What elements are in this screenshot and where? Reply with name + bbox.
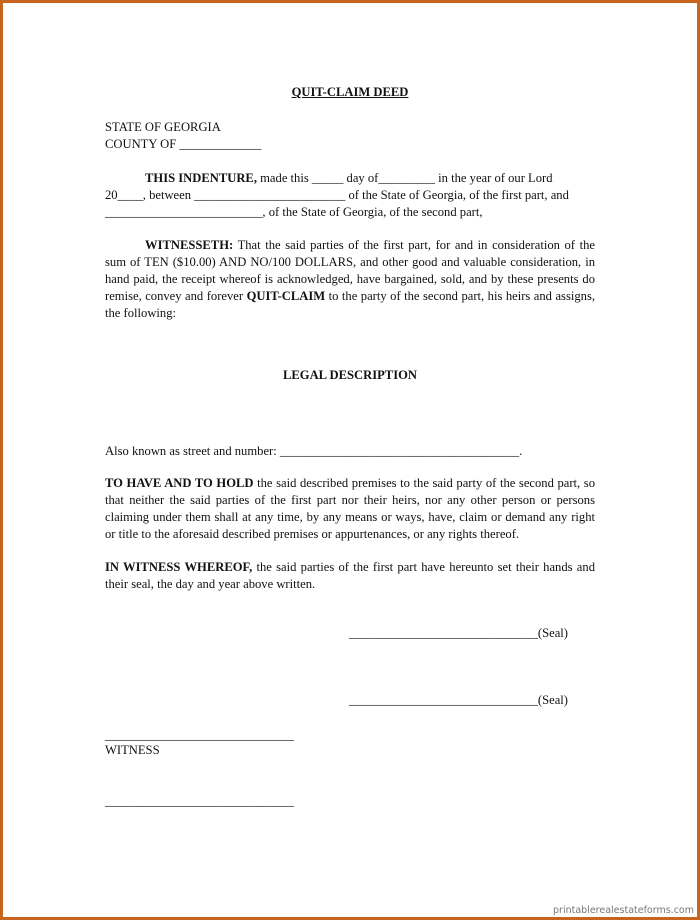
witness-label: WITNESS	[105, 743, 160, 757]
legal-description-heading: LEGAL DESCRIPTION	[282, 368, 418, 382]
seal-signature-line-2: ______________________________(Seal)	[349, 693, 568, 707]
habendum-lead: TO HAVE AND TO HOLD	[105, 476, 254, 490]
habendum-text: the said described premises to the said party of the second part, so that neither the said parties of the first part nor their heirs, nor any other person or persons claiming under them shall at any time, by any means or ways, have, claim or demand any right or title to the aforesaid described premises or appurtenances, or any rights thereof.	[105, 476, 595, 541]
witnesseth-text-1: That the said parties of the first part, for and in consideration of the sum of TEN ($10.00) AND NO/100 DOLLARS, and other good and valuable consideration, in hand paid, the receipt whereof is acknowledged, have bargained, sold, and by these presents do remise, convey and forever	[105, 238, 595, 303]
indenture-line-2: 20____, between ________________________ of the State of Georgia, of the first part, and	[105, 188, 569, 202]
witnesseth-paragraph	[105, 237, 595, 322]
witnesseth-lead: WITNESSETH:	[145, 238, 234, 252]
quit-claim-bold: QUIT-CLAIM	[246, 289, 326, 303]
seal-signature-line-1: ______________________________(Seal)	[349, 626, 568, 640]
witness-whereof-paragraph	[105, 559, 595, 593]
indenture-line-1-text: made this _____ day of_________ in the year of our Lord	[256, 171, 553, 185]
indenture-line-1	[145, 170, 553, 187]
habendum-paragraph	[105, 475, 595, 543]
witness-whereof-text: the said parties of the first part have hereunto set their hands and their seal, the day and year above written.	[105, 560, 595, 591]
document-title: QUIT-CLAIM DEED	[291, 85, 409, 99]
county-line: COUNTY OF _____________	[105, 137, 262, 151]
indenture-line-3: _________________________, of the State of Georgia, of the second part,	[105, 205, 483, 219]
bottom-signature-line: ______________________________	[105, 794, 294, 808]
witnesseth-text-2: to the party of the second part, his heirs and assigns, the following:	[105, 289, 595, 320]
street-number-line: Also known as street and number: ______________________________________.	[105, 444, 523, 458]
witness-signature-line: ______________________________	[105, 728, 294, 742]
indenture-lead: THIS INDENTURE,	[145, 171, 257, 185]
state-line: STATE OF GEORGIA	[105, 120, 221, 134]
witness-whereof-lead: IN WITNESS WHEREOF,	[105, 560, 253, 574]
footer-watermark[interactable]: printablerealestateforms.com	[553, 905, 694, 916]
